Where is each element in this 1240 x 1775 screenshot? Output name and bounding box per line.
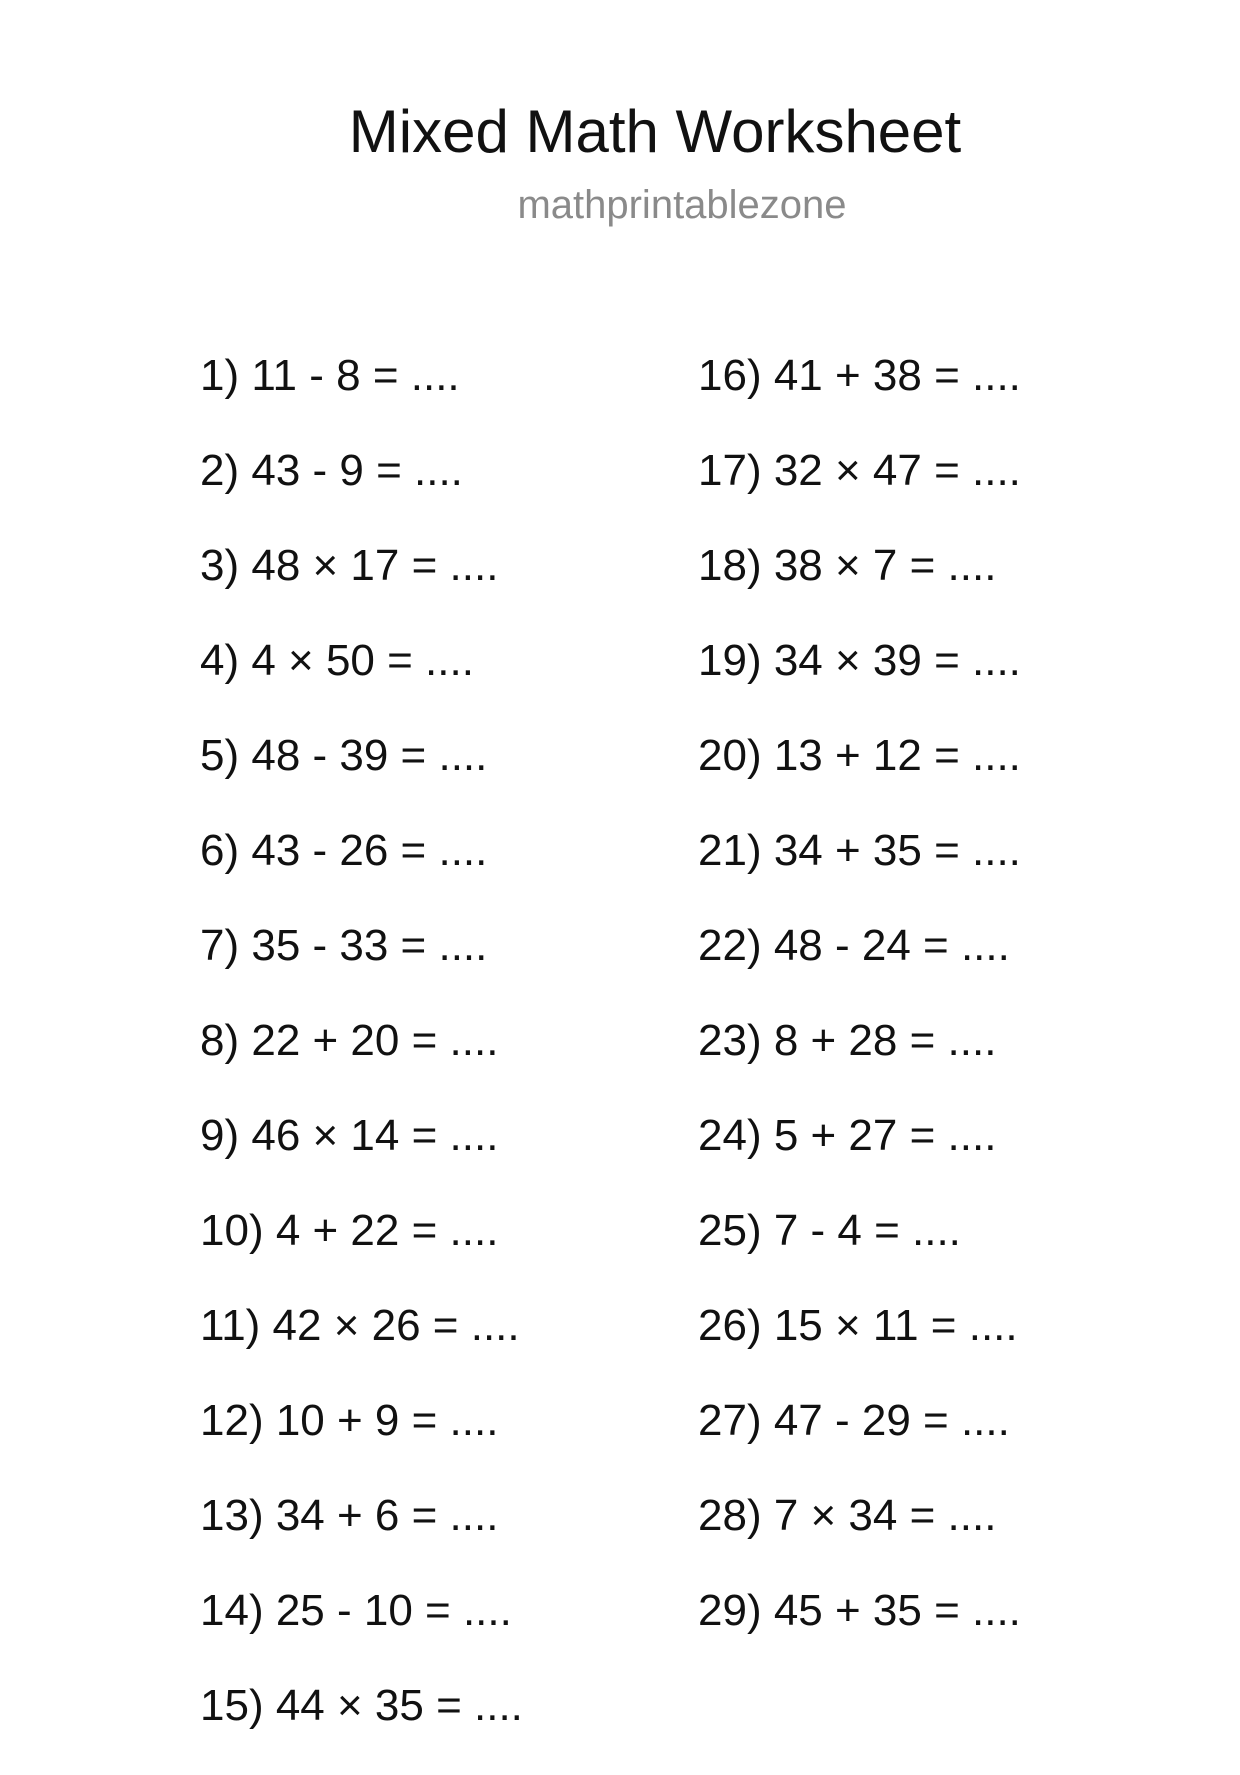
problem-5: 5) 48 - 39 = .... — [200, 731, 488, 780]
problem-24: 24) 5 + 27 = .... — [698, 1111, 997, 1160]
problem-23: 23) 8 + 28 = .... — [698, 1016, 997, 1065]
problem-3: 3) 48 × 17 = .... — [200, 541, 499, 590]
problem-14: 14) 25 - 10 = .... — [200, 1586, 512, 1635]
problem-29: 29) 45 + 35 = .... — [698, 1586, 1021, 1635]
problem-19: 19) 34 × 39 = .... — [698, 636, 1021, 685]
problem-18: 18) 38 × 7 = .... — [698, 541, 997, 590]
problem-10: 10) 4 + 22 = .... — [200, 1206, 499, 1255]
problem-2: 2) 43 - 9 = .... — [200, 446, 463, 495]
problem-1: 1) 11 - 8 = .... — [200, 351, 460, 400]
problem-26: 26) 15 × 11 = .... — [698, 1301, 1018, 1350]
worksheet-title: Mixed Math Worksheet — [348, 98, 962, 165]
problem-16: 16) 41 + 38 = .... — [698, 351, 1021, 400]
problem-28: 28) 7 × 34 = .... — [698, 1491, 997, 1540]
problem-13: 13) 34 + 6 = .... — [200, 1491, 499, 1540]
problem-11: 11) 42 × 26 = .... — [200, 1301, 520, 1350]
problem-6: 6) 43 - 26 = .... — [200, 826, 488, 875]
problem-25: 25) 7 - 4 = .... — [698, 1206, 961, 1255]
problem-15: 15) 44 × 35 = .... — [200, 1681, 523, 1730]
problem-list-right — [698, 350, 1021, 1680]
problem-7: 7) 35 - 33 = .... — [200, 921, 488, 970]
problem-22: 22) 48 - 24 = .... — [698, 921, 1010, 970]
problem-8: 8) 22 + 20 = .... — [200, 1016, 499, 1065]
problem-list-left — [200, 350, 523, 1775]
problem-4: 4) 4 × 50 = .... — [200, 636, 474, 685]
problem-21: 21) 34 + 35 = .... — [698, 826, 1021, 875]
problem-27: 27) 47 - 29 = .... — [698, 1396, 1010, 1445]
problem-9: 9) 46 × 14 = .... — [200, 1111, 499, 1160]
problem-12: 12) 10 + 9 = .... — [200, 1396, 499, 1445]
worksheet-subtitle: mathprintablezone — [517, 183, 847, 227]
problem-20: 20) 13 + 12 = .... — [698, 731, 1021, 780]
problem-17: 17) 32 × 47 = .... — [698, 446, 1021, 495]
